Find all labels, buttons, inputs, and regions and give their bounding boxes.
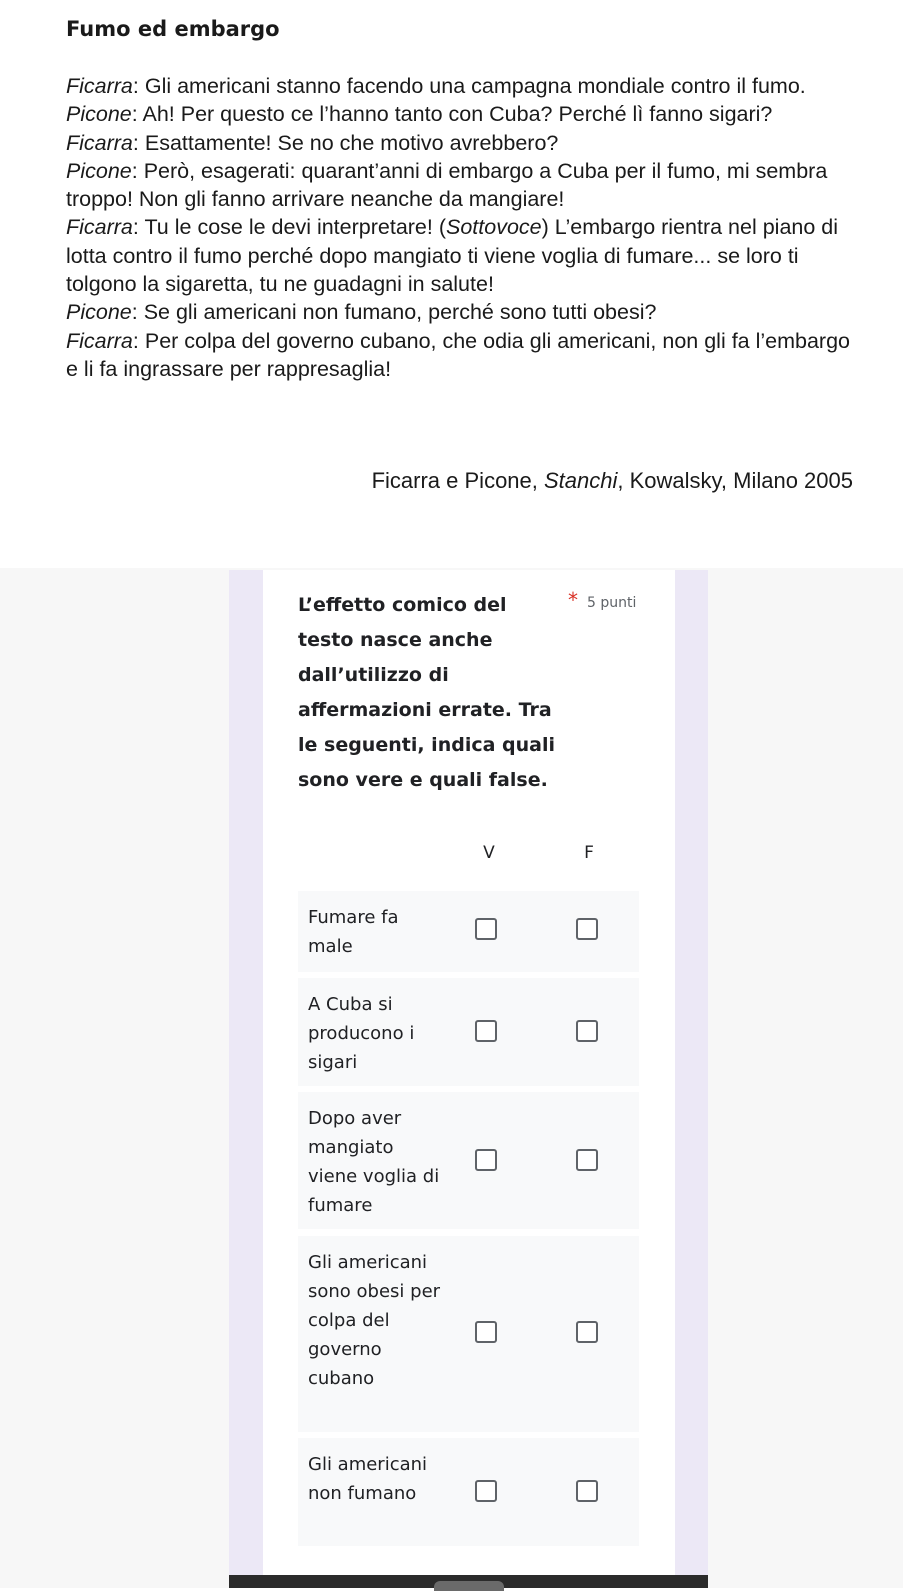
checkbox-f[interactable] — [576, 1149, 598, 1171]
speaker-name: Ficarra — [66, 74, 133, 98]
speaker-name: Ficarra — [66, 215, 133, 240]
citation-work: Stanchi — [544, 468, 618, 493]
citation-authors: Ficarra e Picone, — [371, 468, 544, 493]
line-text: : Se gli americani non fumano, perché sono tutti obesi? — [131, 300, 657, 325]
checkbox-f[interactable] — [576, 1480, 598, 1502]
form-side-right — [675, 570, 708, 1575]
document-area — [0, 0, 903, 560]
checkbox-v[interactable] — [475, 1020, 497, 1042]
scroll-handle[interactable] — [434, 1581, 504, 1591]
grid-row — [298, 891, 639, 972]
speaker-name: Picone — [66, 300, 132, 325]
dialog-line — [66, 213, 866, 298]
bottom-bar — [229, 1575, 708, 1588]
row-label: Gli americani sono obesi per colpa del governo cubano — [308, 1252, 441, 1389]
line-text: : Però, esagerati: quarant’anni di embargo a Cuba per il fumo, mi sembra troppo! Non gli fanno arrivare neanche da mangiare! — [66, 158, 828, 212]
speaker-name: Picone — [66, 102, 132, 127]
grid-row — [298, 1092, 639, 1229]
grid-row — [298, 1438, 639, 1546]
row-label: Fumare fa male — [308, 907, 399, 957]
dialog-line — [66, 298, 866, 326]
speaker-name: Picone — [66, 158, 132, 183]
required-asterisk: * — [568, 588, 578, 612]
form-side-left — [229, 570, 263, 1575]
dialog-text — [66, 72, 866, 383]
checkbox-f[interactable] — [576, 1321, 598, 1343]
line-text: : Gli americani stanno facendo una campagna mondiale contro il fumo. — [132, 74, 806, 98]
dialog-line — [66, 157, 866, 214]
column-header-f: F — [584, 843, 594, 863]
column-header-v: V — [483, 843, 495, 863]
checkbox-v[interactable] — [475, 1321, 497, 1343]
line-text: : Ah! Per questo ce l’hanno tanto con Cuba? Perché lì fanno sigari? — [131, 102, 773, 127]
checkbox-f[interactable] — [576, 918, 598, 940]
grid-row — [298, 978, 639, 1086]
checkbox-f[interactable] — [576, 1020, 598, 1042]
speaker-name: Ficarra — [66, 328, 133, 353]
dialog-line — [66, 72, 866, 100]
points-label: 5 punti — [587, 595, 637, 611]
citation — [372, 468, 853, 494]
dialog-line — [66, 129, 866, 157]
grid-row — [298, 1236, 639, 1432]
row-label: Gli americani non fumano — [308, 1454, 428, 1504]
speaker-name: Ficarra — [66, 130, 133, 155]
document-title: Fumo ed embargo — [66, 17, 280, 41]
checkbox-v[interactable] — [475, 1480, 497, 1502]
line-text: ) L’embargo rientra nel piano di lotta contro il fumo perché dopo mangiato ti viene voglia di fumare... se loro ti tolgono la sigaretta, tu ne guadagni in salute! — [66, 215, 839, 297]
dialog-line — [66, 327, 866, 384]
stage-direction: Sottovoce — [446, 215, 542, 240]
checkbox-v[interactable] — [475, 918, 497, 940]
checkbox-v[interactable] — [475, 1149, 497, 1171]
row-label: Dopo aver mangiato viene voglia di fumare — [308, 1108, 440, 1216]
row-label: A Cuba si producono i sigari — [308, 994, 415, 1073]
line-text: : Tu le cose le devi interpretare! ( — [132, 215, 446, 240]
citation-rest: , Kowalsky, Milano 2005 — [617, 468, 853, 493]
line-text: : Esattamente! Se no che motivo avrebbero? — [132, 130, 559, 155]
question-text: L’effetto comico del testo nasce anche dall’utilizzo di affermazioni errate. Tra le seguenti, indica quali sono vere e quali false. — [298, 594, 556, 791]
dialog-line — [66, 100, 866, 128]
line-text: : Per colpa del governo cubano, che odia gli americani, non gli fa l’embargo e li fa ingrassare per rappresaglia! — [66, 328, 851, 381]
